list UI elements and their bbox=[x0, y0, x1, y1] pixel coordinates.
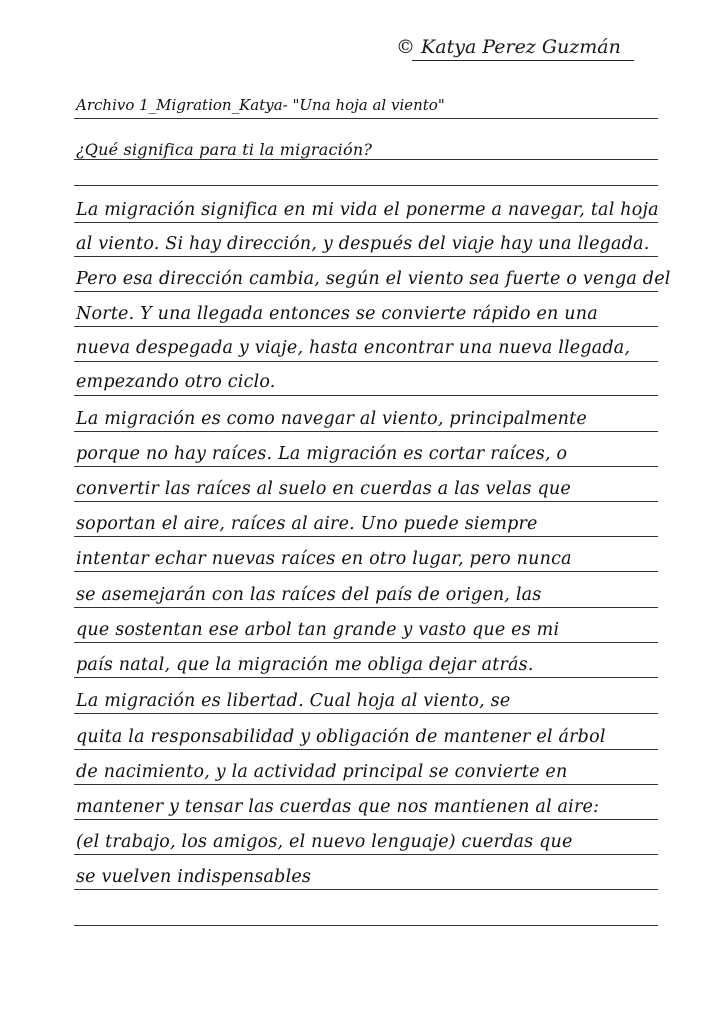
text-line-10: soportan el aire, raíces al aire. Uno puede siempre bbox=[76, 514, 538, 534]
ruled-line bbox=[74, 854, 658, 855]
text-line-16: quita la responsabilidad y obligación de mantener el árbol bbox=[76, 727, 606, 747]
file-title: Archivo 1_Migration_Katya- "Una hoja al viento" bbox=[76, 96, 445, 114]
ruled-line bbox=[74, 536, 658, 537]
ruled-line bbox=[74, 291, 658, 292]
text-line-2: al viento. Si hay dirección, y después del viaje hay una llegada. bbox=[76, 234, 650, 254]
ruled-line bbox=[74, 361, 658, 362]
text-line-18: mantener y tensar las cuerdas que nos mantienen al aire: bbox=[76, 797, 600, 817]
text-line-7: La migración es como navegar al viento, principalmente bbox=[76, 409, 587, 429]
text-line-19: (el trabajo, los amigos, el nuevo lenguaje) cuerdas que bbox=[76, 832, 573, 852]
author-name: Katya Perez Guzmán bbox=[421, 36, 621, 58]
ruled-line bbox=[74, 677, 658, 678]
text-line-13: que sostentan ese arbol tan grande y vasto que es mi bbox=[76, 620, 560, 640]
author-underline bbox=[412, 60, 634, 61]
ruled-line bbox=[74, 749, 658, 750]
ruled-line bbox=[74, 571, 658, 572]
text-line-12: se asemejarán con las raíces del país de origen, las bbox=[76, 585, 542, 605]
ruled-line bbox=[74, 713, 658, 714]
ruled-line bbox=[74, 222, 658, 223]
text-line-6: empezando otro ciclo. bbox=[76, 372, 276, 392]
ruled-line bbox=[74, 784, 658, 785]
ruled-line bbox=[74, 819, 658, 820]
ruled-line bbox=[74, 118, 658, 119]
ruled-line bbox=[74, 642, 658, 643]
ruled-line bbox=[74, 501, 658, 502]
ruled-line bbox=[74, 185, 658, 186]
text-line-14: país natal, que la migración me obliga dejar atrás. bbox=[76, 655, 534, 675]
copyright-symbol: © bbox=[396, 36, 415, 58]
text-line-5: nueva despegada y viaje, hasta encontrar una nueva llegada, bbox=[76, 338, 631, 358]
ruled-line bbox=[74, 159, 658, 160]
text-line-3: Pero esa dirección cambia, según el viento sea fuerte o venga del bbox=[76, 269, 671, 289]
text-line-17: de nacimiento, y la actividad principal se convierte en bbox=[76, 762, 568, 782]
text-line-8: porque no hay raíces. La migración es cortar raíces, o bbox=[76, 444, 568, 464]
author-signature bbox=[396, 36, 621, 58]
ruled-line bbox=[74, 395, 658, 396]
text-line-4: Norte. Y una llegada entonces se convierte rápido en una bbox=[76, 304, 598, 324]
ruled-line bbox=[74, 466, 658, 467]
ruled-line bbox=[74, 431, 658, 432]
ruled-line bbox=[74, 607, 658, 608]
question-heading: ¿Qué significa para ti la migración? bbox=[76, 140, 373, 159]
ruled-line bbox=[74, 326, 658, 327]
ruled-line bbox=[74, 925, 658, 926]
ruled-line bbox=[74, 256, 658, 257]
text-line-9: convertir las raíces al suelo en cuerdas a las velas que bbox=[76, 479, 571, 499]
text-line-11: intentar echar nuevas raíces en otro lugar, pero nunca bbox=[76, 549, 572, 569]
text-line-15: La migración es libertad. Cual hoja al viento, se bbox=[76, 691, 511, 711]
text-line-20: se vuelven indispensables bbox=[76, 867, 312, 887]
text-line-1: La migración significa en mi vida el ponerme a navegar, tal hoja bbox=[76, 200, 659, 220]
ruled-line bbox=[74, 889, 658, 890]
